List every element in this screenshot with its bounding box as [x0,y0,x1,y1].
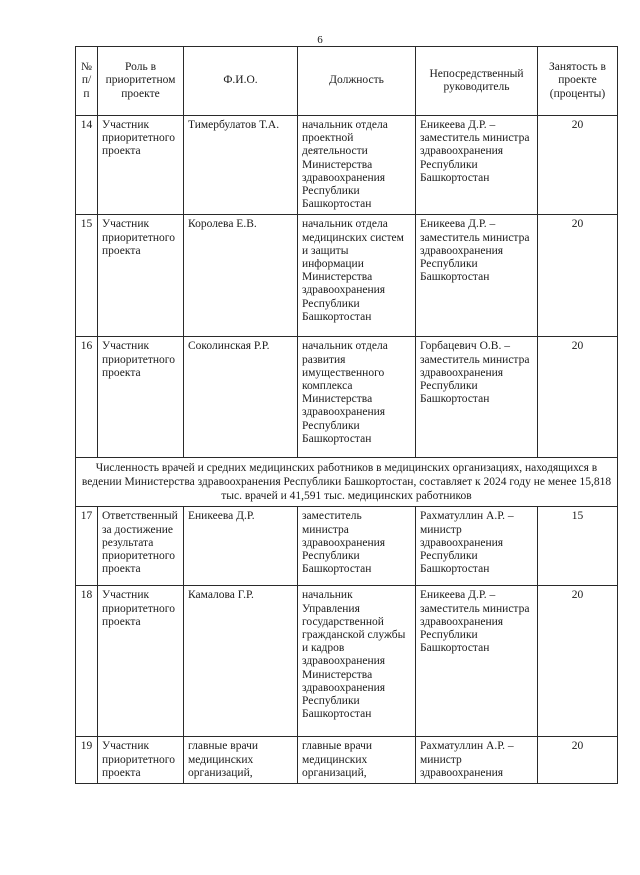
section-row [76,458,618,507]
cell-supervisor: Еникеева Д.Р. – заместитель министра здравоохранения Республики Башкортостан [416,116,538,215]
table-row [76,586,618,737]
header-role: Роль в приоритетном проекте [98,47,184,116]
cell-supervisor: Еникеева Д.Р. – заместитель министра здравоохранения Республики Башкортостан [416,586,538,737]
cell-fio: главные врачи медицинских организаций, [184,737,298,784]
table-row [76,116,618,215]
cell-num: 17 [76,507,98,586]
cell-employment: 20 [538,737,618,784]
cell-supervisor: Рахматуллин А.Р. – министр здравоохранения [416,737,538,784]
cell-supervisor: Рахматуллин А.Р. – министр здравоохранения Республики Башкортостан [416,507,538,586]
cell-position: начальник отдела проектной деятельности Министерства здравоохранения Республики Башкортостан [298,116,416,215]
header-position: Должность [298,47,416,116]
cell-fio: Королева Е.В. [184,215,298,337]
cell-fio: Еникеева Д.Р. [184,507,298,586]
cell-position: начальник Управления государственной гражданской службы и кадров здравоохранения Министерства здравоохранения Республики Башкортостан [298,586,416,737]
cell-num: 16 [76,337,98,458]
cell-role: Участник приоритетного проекта [98,586,184,737]
cell-employment: 20 [538,215,618,337]
header-fio: Ф.И.О. [184,47,298,116]
cell-role: Участник приоритетного проекта [98,737,184,784]
header-employment: Занятость в проекте (проценты) [538,47,618,116]
table-row [76,737,618,784]
cell-employment: 20 [538,586,618,737]
cell-role: Ответственный за достижение результата приоритетного проекта [98,507,184,586]
table-row [76,337,618,458]
cell-position: заместитель министра здравоохранения Республики Башкортостан [298,507,416,586]
project-participants-table [75,46,618,784]
table-row [76,507,618,586]
cell-employment: 20 [538,337,618,458]
header-num: № п/п [76,47,98,116]
cell-position: начальник отдела медицинских систем и защиты информации Министерства здравоохранения Республики Башкортостан [298,215,416,337]
header-supervisor: Непосредственный руководитель [416,47,538,116]
cell-fio: Соколинская Р.Р. [184,337,298,458]
cell-fio: Тимербулатов Т.А. [184,116,298,215]
cell-num: 14 [76,116,98,215]
cell-role: Участник приоритетного проекта [98,116,184,215]
cell-supervisor: Еникеева Д.Р. – заместитель министра здравоохранения Республики Башкортостан [416,215,538,337]
cell-fio: Камалова Г.Р. [184,586,298,737]
cell-role: Участник приоритетного проекта [98,215,184,337]
cell-position: начальник отдела развития имущественного комплекса Министерства здравоохранения Республики Башкортостан [298,337,416,458]
cell-num: 18 [76,586,98,737]
cell-num: 19 [76,737,98,784]
section-heading: Численность врачей и средних медицинских работников в медицинских организациях, находящихся в ведении Министерства здравоохранения Республики Башкортостан, составляет к 2024 году не менее 15,818 тыс. врачей и 41,591 тыс. медицинских работников [76,458,618,507]
cell-num: 15 [76,215,98,337]
cell-position: главные врачи медицинских организаций, [298,737,416,784]
cell-employment: 15 [538,507,618,586]
table-row [76,215,618,337]
cell-employment: 20 [538,116,618,215]
page-number: 6 [317,34,323,46]
table-header-row [76,47,618,116]
cell-role: Участник приоритетного проекта [98,337,184,458]
cell-supervisor: Горбацевич О.В. – заместитель министра здравоохранения Республики Башкортостан [416,337,538,458]
